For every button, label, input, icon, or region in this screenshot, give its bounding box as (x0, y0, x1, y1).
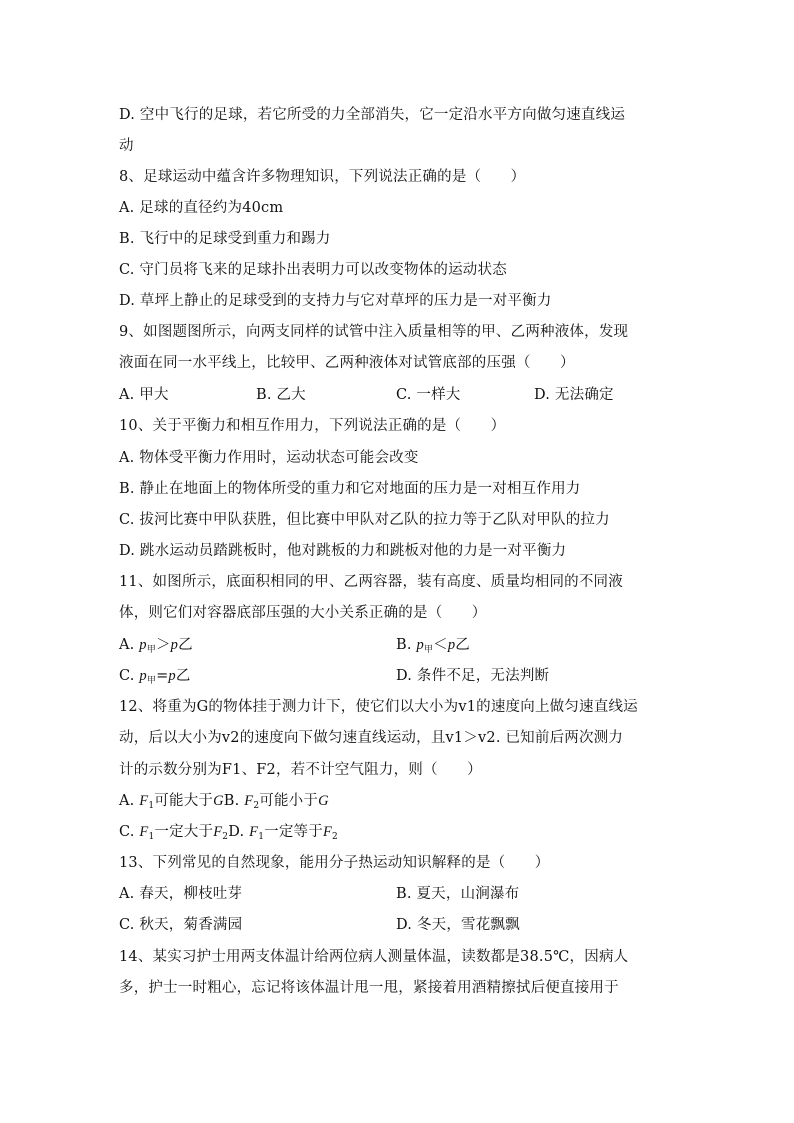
must-greater-text: 一定大于 (154, 824, 214, 840)
must-equal-text: 一定等于 (264, 824, 323, 840)
maybe-less-text: 可能小于 (259, 793, 319, 809)
subscript-yi: 乙 (178, 637, 193, 653)
q13-option-c: C. 秋天，菊香满园 (119, 917, 243, 933)
q7-option-d-line2: 动 (119, 138, 134, 154)
q8-option-c: C. 守门员将飞来的足球扑出表明力可以改变物体的运动状态 (119, 262, 507, 278)
option-letter: B. (396, 637, 417, 653)
question-12-line2: 动，后以大小为v2的速度向下做匀速直线运动，且v1＞v2. 已知前后两次测力 (119, 730, 624, 746)
q13-option-d: D. 冬天，雪花飘飘 (396, 917, 520, 933)
q13-option-b: B. 夏天，山涧瀑布 (396, 886, 520, 902)
equals-sign: = (156, 668, 169, 684)
q10-option-d: D. 跳水运动员踏跳板时，他对跳板的力和跳板对他的力是一对平衡力 (119, 543, 567, 559)
q9-option-c: C. 一样大 (396, 387, 461, 403)
subscript-2: 2 (332, 832, 338, 842)
question-13: 13、下列常见的自然现象，能用分子热运动知识解释的是（ ） (119, 855, 550, 871)
pressure-symbol: p (170, 637, 179, 653)
q12-options-cd (119, 820, 338, 842)
subscript-yi: 乙 (175, 668, 191, 684)
subscript-1: 1 (148, 801, 155, 811)
q10-option-c: C. 拔河比赛中甲队获胜，但比赛中甲队对乙队的拉力等于乙队对甲队的拉力 (119, 512, 610, 528)
option-letter: A. (119, 793, 140, 809)
subscript-2: 2 (222, 832, 229, 842)
subscript-jia: 甲 (146, 676, 157, 686)
weight-symbol: G (318, 793, 329, 809)
q8-option-b: B. 飞行中的足球受到重力和踢力 (119, 231, 331, 247)
q13-option-a: A. 春天，柳枝吐芽 (119, 886, 243, 902)
q9-option-b: B. 乙大 (256, 387, 306, 403)
question-12-line3: 计的示数分别为F1、F2，若不计空气阻力，则（ ） (119, 762, 482, 778)
option-letter: C. (119, 824, 140, 840)
question-10: 10、关于平衡力和相互作用力，下列说法正确的是（ ） (119, 418, 506, 434)
pressure-symbol: p (139, 637, 147, 653)
pressure-symbol: p (447, 637, 456, 653)
subscript-1: 1 (148, 832, 155, 842)
subscript-jia: 甲 (423, 645, 434, 655)
subscript-1: 1 (258, 832, 265, 842)
q11-option-d: D. 条件不足，无法判断 (396, 668, 550, 684)
q10-option-b: B. 静止在地面上的物体所受的重力和它对地面的压力是一对相互作用力 (119, 481, 581, 497)
question-14-line2: 多，护士一时粗心，忘记将该体温计甩一甩，紧接着用酒精擦拭后便直接用于 (119, 980, 619, 996)
q8-option-d: D. 草坪上静止的足球受到的支持力与它对草坪的压力是一对平衡力 (119, 293, 552, 309)
force-symbol: F (322, 824, 333, 840)
question-8: 8、足球运动中蕴含许多物理知识，下列说法正确的是（ ） (119, 169, 526, 185)
q12-options-ab (119, 789, 329, 811)
question-12: 12、将重为G的物体挂于测力计下，使它们以大小为v1的速度向上做匀速直线运 (119, 699, 638, 715)
q11-option-a (119, 633, 193, 655)
question-9-line2: 液面在同一水平线上，比较甲、乙两种液体对试管底部的压强（ ） (119, 355, 575, 371)
force-symbol: F (244, 793, 254, 809)
subscript-2: 2 (253, 801, 260, 811)
maybe-greater-text: 可能大于 (154, 793, 214, 809)
q9-option-a: A. 甲大 (119, 387, 169, 403)
option-letter: D. (228, 824, 250, 840)
q10-option-a: A. 物体受平衡力作用时，运动状态可能会改变 (119, 450, 419, 466)
option-letter: B. (223, 793, 245, 809)
q8-option-a: A. 足球的直径约为40cm (119, 200, 284, 216)
pressure-symbol: p (416, 637, 424, 653)
q11-option-c (119, 664, 191, 686)
force-symbol: F (249, 824, 259, 840)
question-9: 9、如图题图所示，向两支同样的试管中注入质量相等的甲、乙两种液体，发现 (119, 324, 629, 340)
question-11: 11、如图所示，底面积相同的甲、乙两容器，装有高度、质量均相同的不同液 (119, 574, 623, 590)
option-letter: C. (119, 668, 140, 684)
greater-than: ＞ (155, 637, 171, 653)
subscript-yi: 乙 (455, 637, 470, 653)
subscript-jia: 甲 (146, 645, 156, 655)
less-than: ＜ (433, 637, 448, 653)
pressure-symbol: p (139, 668, 147, 684)
force-symbol: F (139, 793, 149, 809)
force-symbol: F (213, 824, 223, 840)
force-symbol: F (139, 824, 149, 840)
q9-option-d: D. 无法确定 (534, 387, 614, 403)
option-letter: A. (119, 637, 140, 653)
q7-option-d-line1: D. 空中飞行的足球，若它所受的力全部消失，它一定沿水平方向做匀速直线运 (119, 107, 626, 123)
question-14: 14、某实习护士用两支体温计给两位病人测量体温，读数都是38.5℃，因病人 (119, 949, 629, 965)
question-11-line2: 体，则它们对容器底部压强的大小关系正确的是（ ） (119, 605, 487, 621)
weight-symbol: G (213, 793, 224, 809)
q11-option-b (396, 633, 470, 655)
pressure-symbol: p (168, 668, 176, 684)
